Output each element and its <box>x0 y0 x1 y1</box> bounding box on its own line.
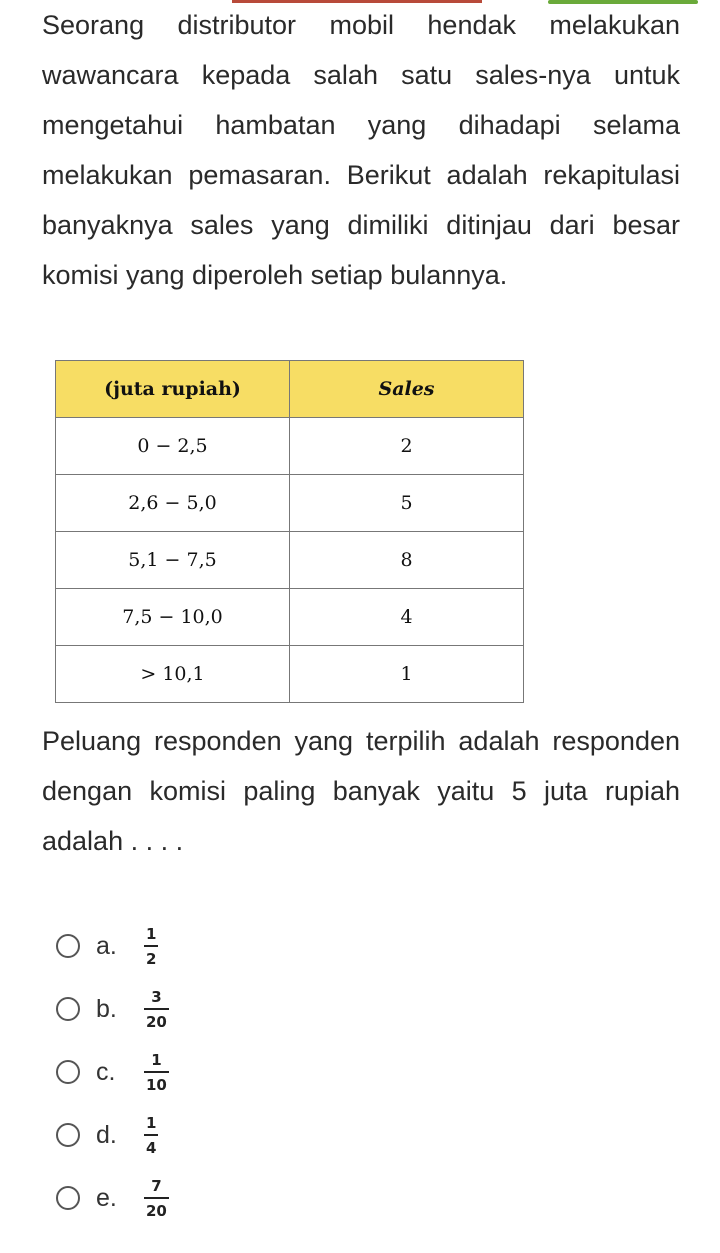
option-b[interactable] <box>55 985 169 1033</box>
fraction-numerator: 1 <box>146 924 157 943</box>
cell-range: 0 − 2,5 <box>56 418 290 475</box>
option-letter: b. <box>96 994 117 1023</box>
cell-sales: 4 <box>290 589 524 646</box>
option-letter: c. <box>96 1057 116 1086</box>
fraction <box>144 1177 169 1220</box>
cell-range: 7,5 − 10,0 <box>56 589 290 646</box>
option-letter: a. <box>96 931 117 960</box>
option-letter: e. <box>96 1183 117 1212</box>
fraction-denominator: 4 <box>146 1138 157 1157</box>
table-header-row <box>56 361 524 418</box>
cell-sales: 2 <box>290 418 524 475</box>
table-row <box>56 418 524 475</box>
fraction-numerator: 3 <box>151 987 162 1006</box>
fraction-denominator: 10 <box>146 1075 167 1094</box>
table-row <box>56 475 524 532</box>
table-row <box>56 589 524 646</box>
commission-table <box>55 360 524 703</box>
option-a[interactable] <box>55 922 169 970</box>
cell-range: 5,1 − 7,5 <box>56 532 290 589</box>
fraction-denominator: 20 <box>146 1201 167 1220</box>
cell-range: 2,6 − 5,0 <box>56 475 290 532</box>
answer-options <box>55 922 169 1237</box>
radio-button[interactable] <box>56 1060 80 1084</box>
table-row <box>56 646 524 703</box>
fraction <box>144 1114 158 1157</box>
question-text: Peluang responden yang terpilih adalah responden dengan komisi paling banyak yaitu 5 juta rupiah adalah . . . . <box>42 726 680 856</box>
fraction <box>144 925 158 968</box>
header-sales: Sales <box>290 361 524 418</box>
cell-sales: 1 <box>290 646 524 703</box>
header-commission: (juta rupiah) <box>56 361 290 418</box>
radio-button[interactable] <box>56 934 80 958</box>
question-intro-text: Seorang distributor mobil hendak melakukan wawancara kepada salah satu sales-nya untuk mengetahui hambatan yang dihadapi selama melakukan pemasaran. Berikut adalah rekapitulasi banyaknya sales yang dimiliki ditinjau dari besar komisi yang diperoleh setiap bulannya. <box>42 10 680 290</box>
radio-button[interactable] <box>56 997 80 1021</box>
fraction-numerator: 1 <box>151 1050 162 1069</box>
cell-sales: 5 <box>290 475 524 532</box>
fraction-denominator: 20 <box>146 1012 167 1031</box>
fraction <box>144 1051 169 1094</box>
radio-button[interactable] <box>56 1186 80 1210</box>
cell-range: > 10,1 <box>56 646 290 703</box>
table-row <box>56 532 524 589</box>
radio-button[interactable] <box>56 1123 80 1147</box>
fraction-denominator: 2 <box>146 949 157 968</box>
cell-sales: 8 <box>290 532 524 589</box>
option-c[interactable] <box>55 1048 169 1096</box>
fraction-numerator: 7 <box>151 1176 162 1195</box>
option-letter: d. <box>96 1120 117 1149</box>
option-d[interactable] <box>55 1111 169 1159</box>
option-e[interactable] <box>55 1174 169 1222</box>
fraction-numerator: 1 <box>146 1113 157 1132</box>
fraction <box>144 988 169 1031</box>
